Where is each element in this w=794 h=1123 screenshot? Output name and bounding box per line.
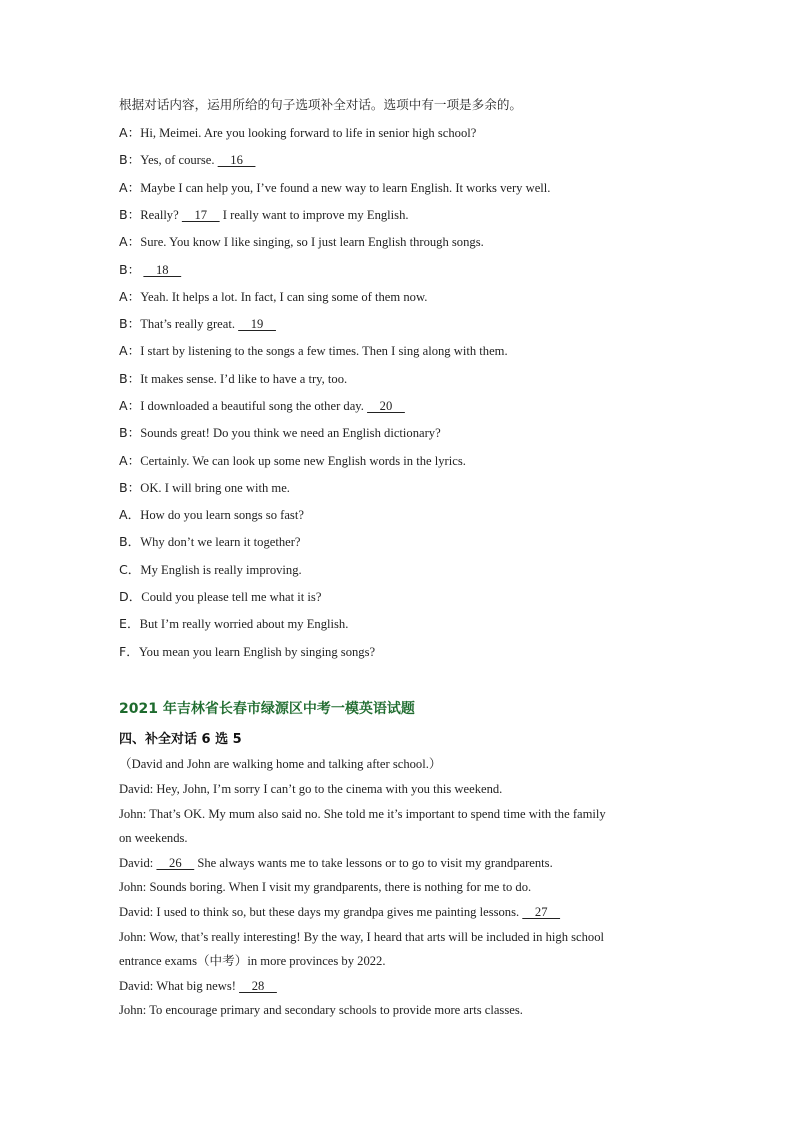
answer-blank[interactable]: 18 bbox=[143, 262, 182, 277]
dialogue-text: I downloaded a beautiful song the other day. bbox=[140, 399, 368, 413]
dialogue-line bbox=[119, 289, 427, 305]
dialogue-line bbox=[119, 371, 347, 387]
option-text: Could you please tell me what it is? bbox=[141, 589, 322, 604]
option-letter: E． bbox=[119, 616, 140, 632]
dialogue-line bbox=[119, 929, 604, 945]
dialogue-line bbox=[119, 904, 560, 920]
instruction-text: 根据对话内容，运用所给的句子选项补全对话。选项中有一项是多余的。 bbox=[119, 97, 522, 112]
option-item bbox=[119, 589, 321, 605]
dialogue-text: It makes sense. I’d like to have a try, too. bbox=[140, 371, 348, 386]
dialogue-text: I really want to improve my English. bbox=[219, 207, 409, 222]
dialogue-text: John: Sounds boring. When I visit my grandparents, there is nothing for me to do. bbox=[119, 880, 532, 895]
dialogue-text: That’s really great. bbox=[140, 317, 239, 332]
dialogue-line bbox=[119, 398, 405, 414]
option-item bbox=[119, 616, 348, 632]
speaker-label: B： bbox=[119, 479, 141, 495]
speaker-label: B： bbox=[119, 152, 141, 168]
dialogue-line bbox=[119, 855, 553, 871]
speaker-label: A： bbox=[119, 398, 141, 413]
dialogue-line bbox=[119, 953, 386, 969]
dialogue-text: David: I used to think so, but these days my grandpa gives me painting lessons. bbox=[119, 905, 523, 919]
speaker-label: B： bbox=[119, 316, 141, 332]
option-letter: F． bbox=[119, 643, 139, 659]
dialogue-line bbox=[119, 1002, 523, 1018]
dialogue-text: I start by listening to the songs a few times. Then I sing along with them. bbox=[140, 344, 508, 359]
dialogue-line bbox=[119, 262, 181, 278]
option-letter: C． bbox=[119, 561, 141, 577]
section-subtitle: 四、补全对话 6 选 5 bbox=[119, 732, 242, 747]
dialogue-line bbox=[119, 480, 290, 496]
dialogue-text: Hi, Meimei. Are you looking forward to life in senior high school? bbox=[140, 126, 477, 140]
speaker-label: A： bbox=[119, 234, 141, 250]
dialogue-text: John: That’s OK. My mum also said no. She told me it’s important to spend time with the family bbox=[119, 806, 606, 821]
answer-blank[interactable]: 17 bbox=[181, 207, 220, 222]
option-item bbox=[119, 507, 304, 523]
dialogue-line bbox=[119, 879, 531, 895]
section-title: 2021 年吉林省长春市绿源区中考一模英语试题 bbox=[119, 701, 415, 717]
option-text: My English is really improving. bbox=[140, 562, 302, 577]
answer-blank[interactable]: 28 bbox=[239, 978, 277, 993]
dialogue-line bbox=[119, 316, 276, 332]
dialogue-text: on weekends. bbox=[119, 831, 188, 846]
dialogue-text: Certainly. We can look up some new English words in the lyrics. bbox=[140, 453, 466, 468]
speaker-label: B： bbox=[119, 370, 141, 386]
speaker-label: A： bbox=[119, 179, 141, 195]
dialogue-line bbox=[119, 453, 466, 469]
speaker-label: A： bbox=[119, 125, 141, 140]
answer-blank[interactable]: 26 bbox=[156, 855, 195, 870]
dialogue-text: David: bbox=[119, 855, 157, 870]
dialogue-text: John: Wow, that’s really interesting! By the way, I heard that arts will be included in high school bbox=[119, 929, 605, 944]
dialogue-text: David: Hey, John, I’m sorry I can’t go to the cinema with you this weekend. bbox=[119, 782, 503, 796]
speaker-label: A： bbox=[119, 343, 141, 359]
option-text: You mean you learn English by singing songs? bbox=[138, 644, 376, 659]
answer-blank[interactable]: 27 bbox=[522, 905, 561, 919]
dialogue-line bbox=[119, 234, 484, 250]
answer-blank[interactable]: 16 bbox=[217, 153, 256, 168]
dialogue-line bbox=[119, 978, 277, 994]
dialogue-line bbox=[119, 830, 188, 846]
option-text: But I’m really worried about my English. bbox=[139, 617, 349, 632]
dialogue-text: She always wants me to take lessons or to go to visit my grandparents. bbox=[194, 855, 553, 870]
dialogue-text: Maybe I can help you, I’ve found a new way to learn English. It works very well. bbox=[140, 180, 551, 195]
dialogue-line bbox=[119, 125, 476, 141]
dialogue-text: Really? bbox=[140, 207, 182, 222]
speaker-label: A： bbox=[119, 452, 141, 468]
speaker-label: B： bbox=[119, 261, 141, 277]
dialogue-text: OK. I will bring one with me. bbox=[140, 480, 290, 495]
dialogue-line bbox=[119, 425, 441, 441]
dialogue-line bbox=[119, 207, 409, 223]
option-letter: D． bbox=[119, 588, 142, 604]
dialogue-text: entrance exams（中考）in more provinces by 2022. bbox=[119, 954, 386, 969]
dialogue-line bbox=[119, 806, 606, 822]
dialogue-text: David: What big news! bbox=[119, 978, 240, 993]
dialogue-text: Yeah. It helps a lot. In fact, I can sing some of them now. bbox=[140, 289, 428, 304]
dialogue-text: Yes, of course. bbox=[140, 153, 218, 168]
dialogue-line bbox=[119, 343, 508, 359]
option-letter: B． bbox=[119, 534, 141, 550]
dialogue-line bbox=[119, 781, 502, 797]
answer-blank[interactable]: 19 bbox=[238, 317, 276, 332]
option-text: How do you learn songs so fast? bbox=[140, 508, 304, 522]
dialogue-context: （David and John are walking home and talking after school.） bbox=[119, 757, 442, 771]
dialogue-text: John: To encourage primary and secondary schools to provide more arts classes. bbox=[119, 1003, 523, 1018]
speaker-label: A： bbox=[119, 288, 141, 304]
dialogue-text: Sure. You know I like singing, so I just learn English through songs. bbox=[140, 235, 484, 250]
dialogue-text: Sounds great! Do you think we need an English dictionary? bbox=[140, 426, 441, 441]
speaker-label: B： bbox=[119, 206, 141, 222]
dialogue-line bbox=[119, 152, 255, 168]
option-item bbox=[119, 534, 301, 550]
option-item bbox=[119, 562, 302, 578]
dialogue-line bbox=[119, 180, 550, 196]
speaker-label: B： bbox=[119, 425, 141, 441]
answer-blank[interactable]: 20 bbox=[367, 399, 405, 413]
option-letter: A． bbox=[119, 507, 141, 522]
option-text: Why don’t we learn it together? bbox=[140, 535, 301, 550]
option-item bbox=[119, 644, 375, 660]
